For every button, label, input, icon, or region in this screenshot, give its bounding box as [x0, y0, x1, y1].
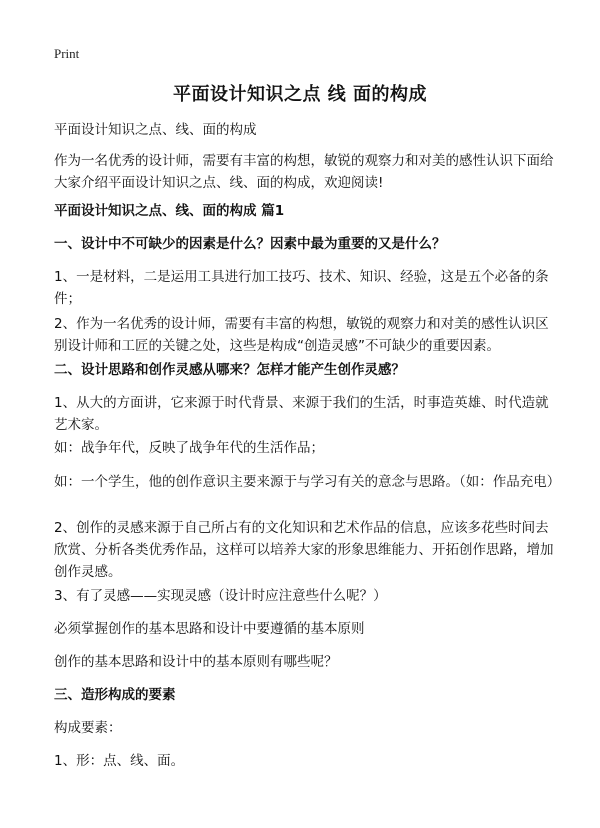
subtitle-paragraph: 平面设计知识之点、线、面的构成 [54, 122, 257, 138]
intro-paragraph: 作为一名优秀的设计师，需要有丰富的构想，敏锐的观察力和对美的感性认识下面给大家介绍平面设计知识之点、线、面的构成，欢迎阅读! [54, 153, 554, 191]
body-paragraph: 创作的基本思路和设计中的基本原则有哪些呢？ [54, 654, 338, 670]
body-paragraph: 构成要素： [54, 720, 122, 736]
body-paragraph: 3、有了灵感——实现灵感（设计时应注意些什么呢？） [54, 588, 387, 604]
print-label: Print [54, 46, 80, 61]
document-title: 平面设计知识之点 线 面的构成 [172, 84, 428, 105]
section-heading: 二、设计思路和创作灵感从哪来？怎样才能产生创作灵感？ [54, 362, 405, 378]
section-heading: 三、造形构成的要素 [54, 687, 176, 703]
body-paragraph: 如：一个学生，他的创作意识主要来源于与学习有关的意念与思路。（如：作品充电） [54, 474, 561, 490]
section-heading: 一、设计中不可缺少的因素是什么？因素中最为重要的又是什么？ [54, 236, 446, 252]
body-paragraph: 1、一是材料，二是运用工具进行加工技巧、技术、知识、经验，这是五个必备的条件； [54, 269, 549, 307]
body-paragraph: 1、形：点、线、面。 [54, 753, 185, 769]
body-paragraph: 1、从大的方面讲，它来源于时代背景、来源于我们的生活，时事造英雄、时代造就艺术家。 [54, 395, 549, 433]
section-heading: 平面设计知识之点、线、面的构成 篇1 [54, 203, 285, 219]
body-paragraph: 2、创作的灵感来源于自己所占有的文化知识和艺术作品的信息，应该多花些时间去欣赏、分析各类优秀作品，这样可以培养大家的形象思维能力、开拓创作思路，增加创作灵感。 [54, 520, 554, 580]
body-paragraph: 必须掌握创作的基本思路和设计中要遵循的基本原则 [54, 621, 365, 637]
body-paragraph: 2、作为一名优秀的设计师，需要有丰富的构想，敏锐的观察力和对美的感性认识区别设计师和工匠的关键之处，这些是构成“创造灵感”不可缺少的重要因素。 [54, 316, 549, 354]
body-paragraph: 如：战争年代，反映了战争年代的生活作品； [54, 440, 324, 456]
